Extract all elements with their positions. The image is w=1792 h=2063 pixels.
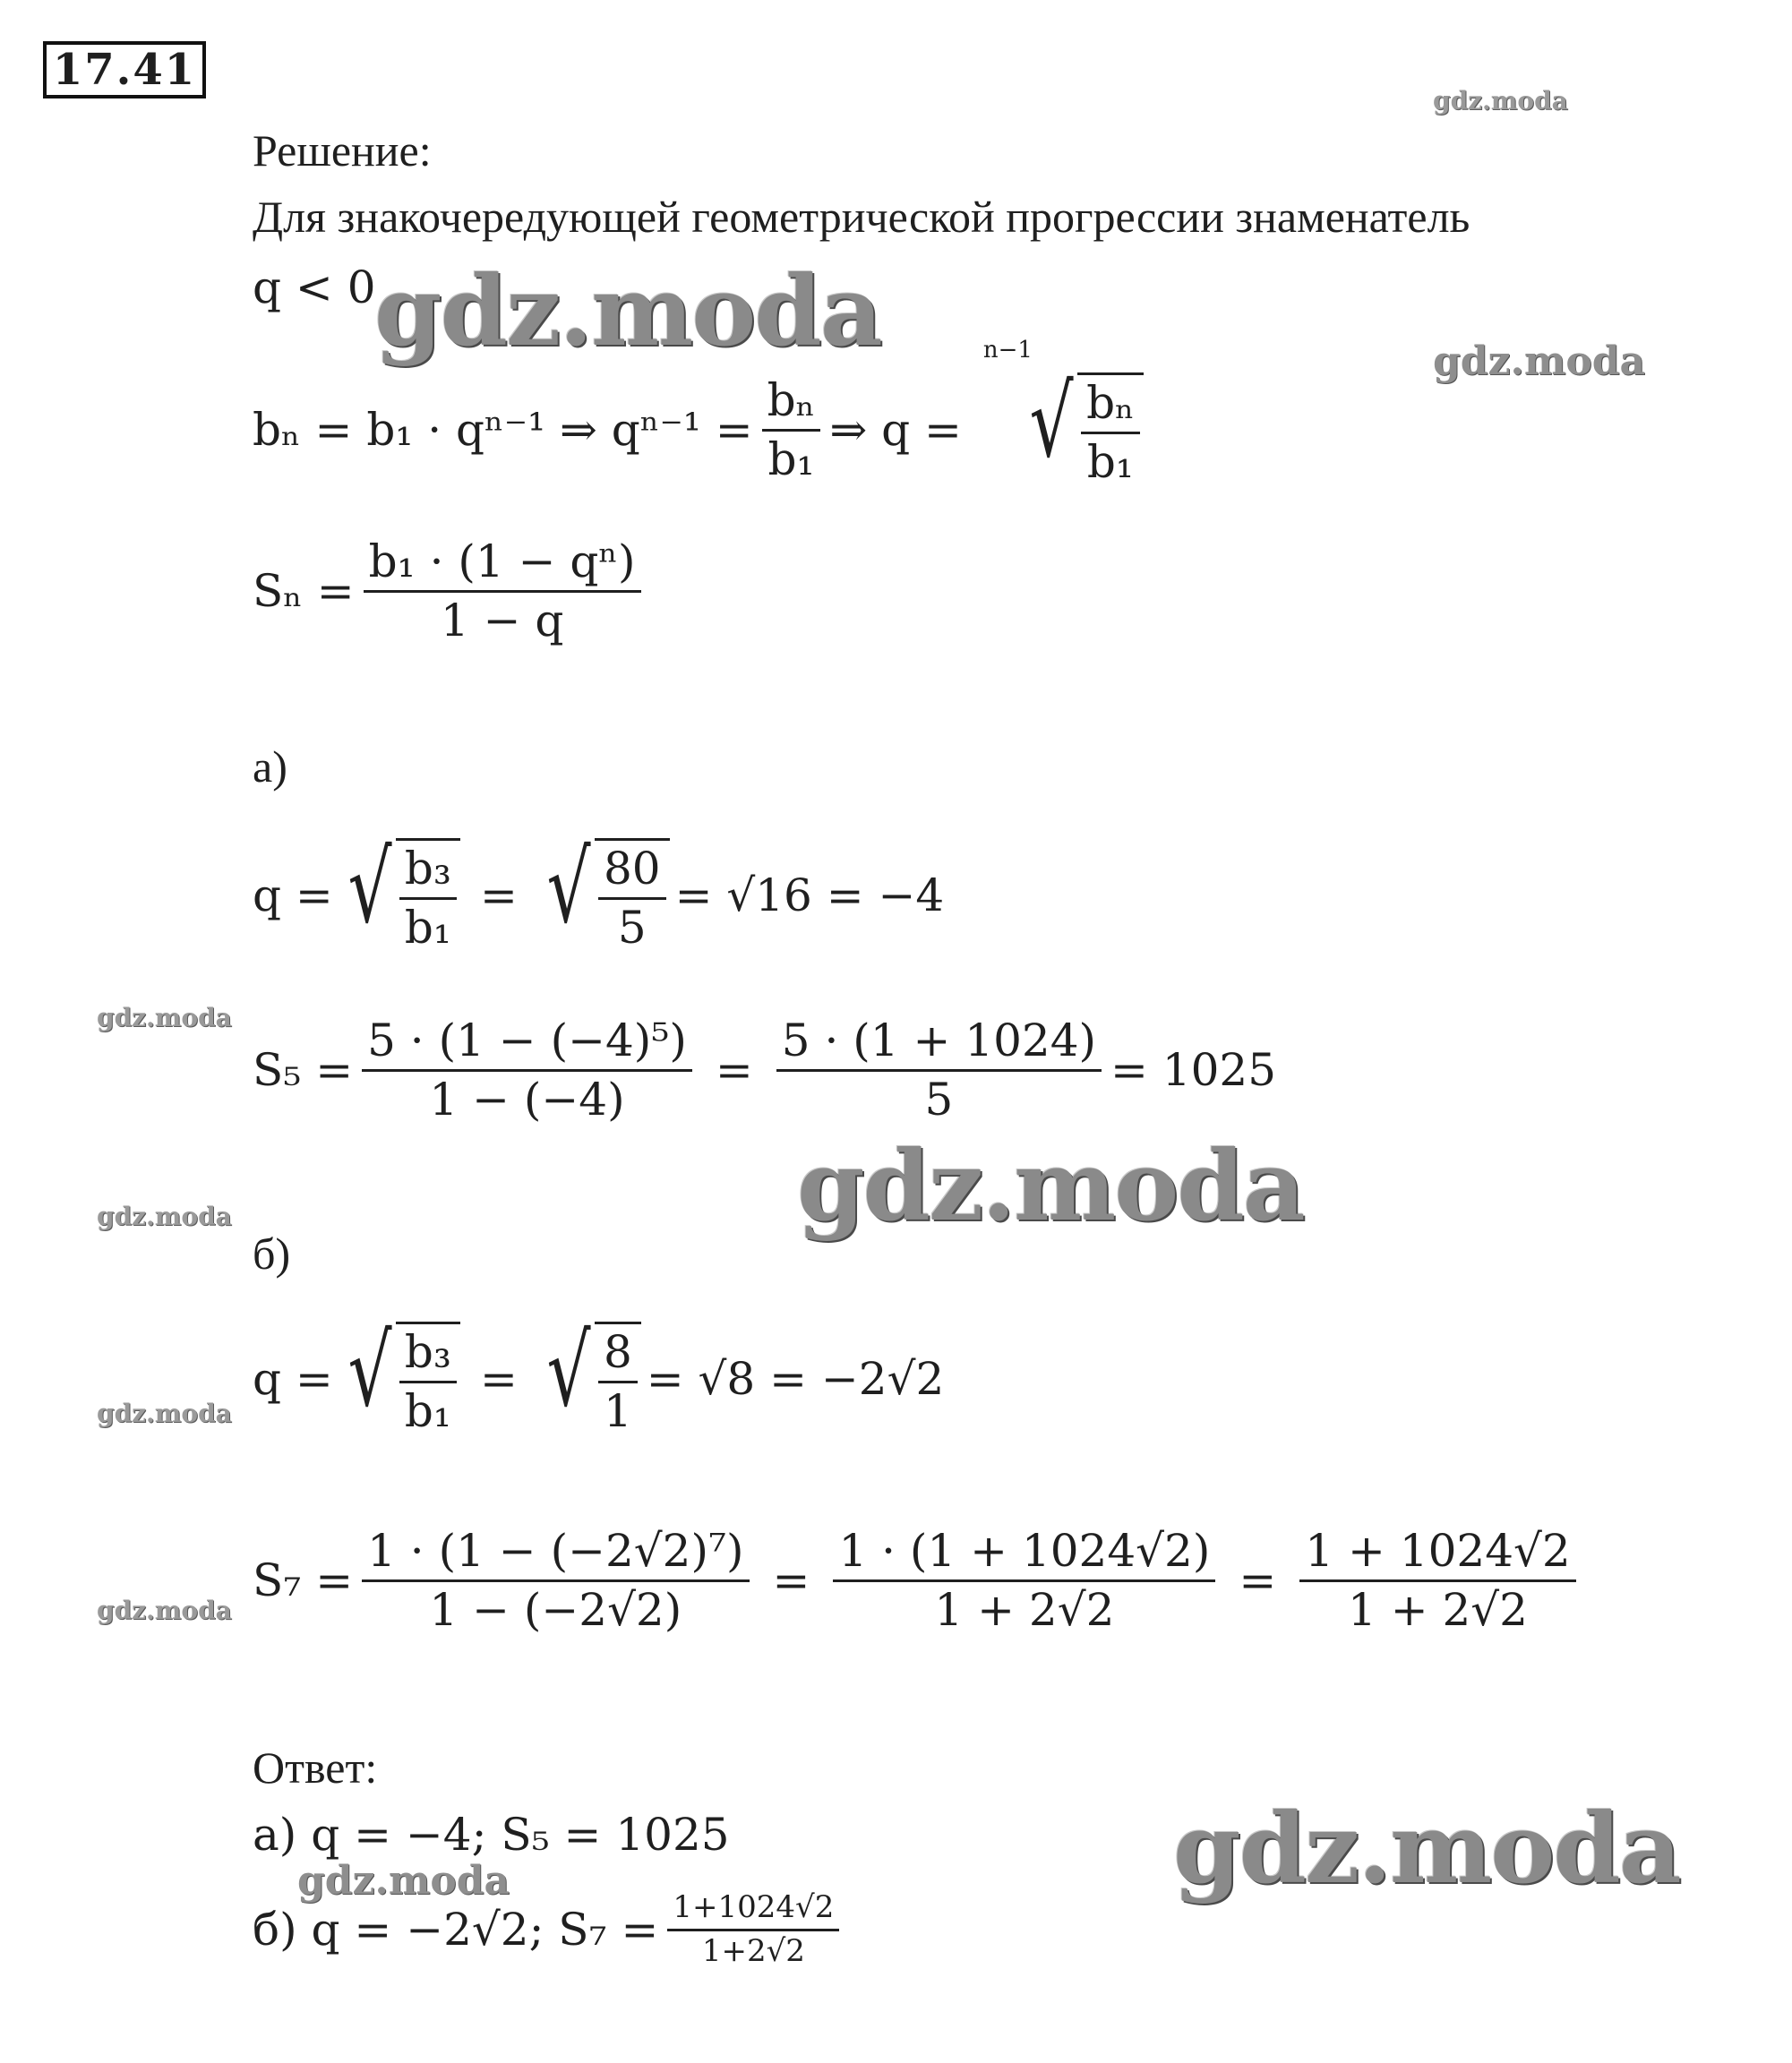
radical-sign: √ (546, 1314, 591, 1428)
watermark-side: gdz.moda (97, 1596, 232, 1625)
watermark-large: gdz.moda (1173, 1793, 1680, 1905)
sqrt: √ $\frac{\text{b₃}}{\text{b₁}}$ (339, 1322, 460, 1436)
answer-label: Ответ: (253, 1742, 378, 1793)
part-a-q: q = √ $\frac{\text{b₃}}{\text{b₁}}$ = √ $\frac{80}{5}$ = √16 = −4 (253, 830, 945, 954)
part-a-sum: S₅ = $\frac{\text{5 · (1 − (−4)⁵)}}{1 - (-4)}$ = $\frac{5 \cdot (1 + 1024)}{5}$ = 1025 (253, 1014, 1277, 1126)
sqrt: √ $\frac{8}{1}$ (537, 1322, 641, 1436)
radical-sign: √ (347, 830, 392, 945)
watermark-side: gdz.moda (97, 1202, 232, 1231)
part-b-sum: S₇ = $\frac{\text{1 · (1 − (−2√2)⁷)}}{1 - (-2√2)}$ = $\frac{1 \cdot (1 + 1024√2)}{1 + 2√2}$ = $\frac{1 + 1024√2}{1 + 2√2}$ (253, 1504, 1585, 1656)
formula-general-lhs: bₙ = b₁ · qⁿ⁻¹ ⇒ qⁿ⁻¹ = (253, 404, 753, 456)
watermark-side: gdz.moda (97, 1399, 232, 1428)
watermark-side: gdz.moda (97, 1003, 232, 1032)
fraction: $\frac{1+1024√2}{1+2√2}$ (667, 1891, 839, 1968)
radical-sign: √ (546, 830, 591, 945)
solution-label: Решение: (253, 125, 432, 175)
answer-b: б) q = −2√2; S₇ = $\frac{1+1024√2}{1+2√2}$ (253, 1880, 848, 1979)
fraction: $\frac{\text{5 · (1 − (−4)⁵)}}{1 - (-4)}$ (362, 1016, 692, 1125)
nth-root: n−1 √ $\frac{\text{bₙ}}{\text{b₁}}$ (983, 372, 1144, 487)
formula-general-mid: ⇒ q = (829, 404, 962, 456)
fraction: $\frac{\text{bₙ}}{\text{b₁}}$ (762, 376, 821, 484)
part-b-label: б) (253, 1228, 291, 1279)
watermark-small: gdz.moda (1433, 86, 1568, 116)
fraction: $\frac{5 \cdot (1 + 1024)}{5}$ (776, 1016, 1102, 1125)
fraction: $\frac{\text{b₁ · (1 − qⁿ)}}{1 - q}$ (364, 537, 641, 646)
fraction: $\frac{1 \cdot (1 + 1024√2)}{1 + 2√2}$ (833, 1527, 1215, 1635)
watermark-large: gdz.moda (797, 1130, 1304, 1243)
watermark-mid: gdz.moda (297, 1858, 510, 1904)
part-a-label: а) (253, 741, 287, 792)
watermark-mid: gdz.moda (1433, 338, 1646, 384)
problem-number: 17.41 (43, 41, 206, 98)
formula-general (253, 337, 1149, 497)
intro-text: Для знакочередующей геометрической прогрессии знаменатель (253, 192, 1470, 242)
fraction: $\frac{1 + 1024√2}{1 + 2√2}$ (1299, 1527, 1575, 1635)
condition: q < 0 (253, 261, 376, 313)
watermark-large: gdz.moda (374, 255, 881, 368)
part-b-q: q = √ $\frac{\text{b₃}}{\text{b₁}}$ = √ $\frac{8}{1}$ = √8 = −2√2 (253, 1314, 945, 1437)
sqrt: √ $\frac{\text{b₃}}{\text{b₁}}$ (339, 838, 460, 953)
radical-sign: √ (347, 1314, 392, 1428)
sqrt: √ $\frac{80}{5}$ (537, 838, 670, 953)
radical-sign: √ (1029, 364, 1074, 479)
formula-sum: Sₙ = $\frac{\text{b₁ · (1 − qⁿ)}}{1 - q}$ (253, 528, 650, 654)
answer-a: а) q = −4; S₅ = 1025 (253, 1809, 730, 1861)
fraction: $\frac{\text{1 · (1 − (−2√2)⁷)}}{1 - (-2√2)}$ (362, 1527, 749, 1635)
